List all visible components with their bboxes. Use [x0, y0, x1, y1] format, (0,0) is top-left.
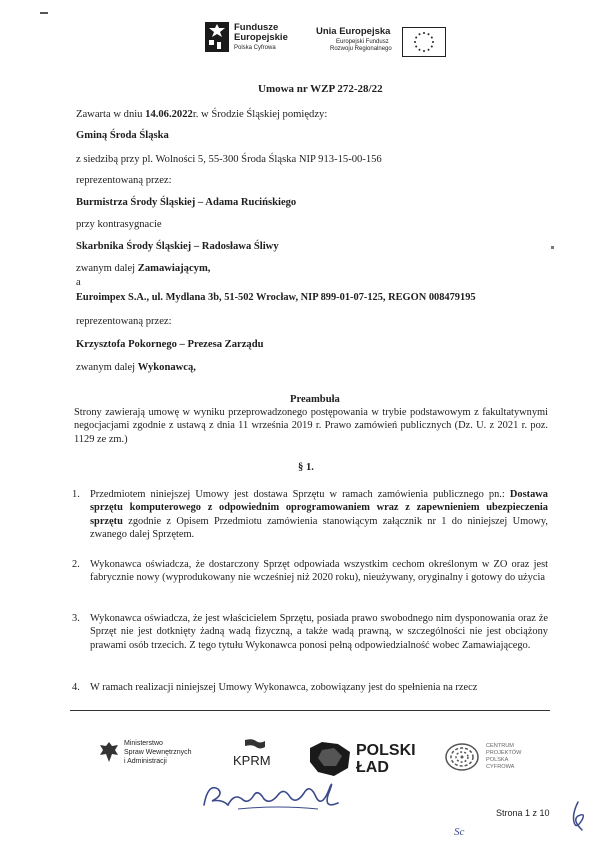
contract-title: Umowa nr WZP 272-28/22 — [258, 83, 383, 95]
handwritten-mark — [568, 800, 590, 834]
party2-called — [76, 361, 196, 374]
item-1-bold: Dostawa sprzętu komputerowego z odpowiednim oprogramowaniem wraz z zapewnieniem ubezpieczenia sprzętu — [90, 489, 548, 527]
intro-line — [76, 108, 327, 121]
ministry-line3: i Administracji — [124, 758, 167, 765]
item-3-text: Wykonawca oświadcza, że jest właścicielem Sprzętu, posiada prawo swobodnego nim dysponowania oraz że Sprzęt nie jest dotknięty żadną wadą fizyczną, a także wadą prawną, w szczególności nie jest obciążony prawami osób trzecich. Z tego tytułu Wykonawca ponosi pełną odpowiedzialność wobec Zamawiającego. — [90, 613, 548, 651]
page-number: Strona 1 z 10 — [496, 808, 550, 818]
centrum-line1: CENTRUM — [486, 743, 514, 749]
and-word: a — [76, 277, 81, 288]
party1-address: z siedzibą przy pl. Wolności 5, 55-300 Środa Śląska NIP 913-15-00-156 — [76, 154, 382, 165]
kprm-flag-icon — [244, 738, 266, 750]
item-1-number: 1. — [72, 489, 80, 500]
centrum-line3: POLSKA — [486, 757, 509, 763]
item-1-text — [90, 488, 548, 542]
item-1-before: Przedmiotem niniejszej Umowy jest dostawa Sprzętu w ramach zamówienia publicznego pn.: — [90, 489, 510, 500]
polski-label: POLSKI — [356, 742, 416, 759]
party1-represented: reprezentowaną przez: — [76, 175, 172, 186]
header-logos — [0, 0, 600, 75]
fundusze-europejskie-logo — [205, 22, 229, 52]
party2-called-name: Wykonawcą, — [137, 362, 196, 373]
party2-represented: reprezentowaną przez: — [76, 316, 172, 327]
lad-label: ŁAD — [356, 759, 389, 776]
ministry-line2: Spraw Wewnętrznych — [124, 749, 192, 756]
party2-called-prefix: zwanym dalej — [76, 362, 138, 373]
preamble-text: Strony zawierają umowę w wyniku przeprowadzonego postępowania w trybie podstawowym z fakultatywnymi negocjacjami zgodnie z ustawą z dnia 11 września 2019 r. Prawo zamówień publicznych (Dz. U. z 2021 r. poz. 1129 ze zm.) — [74, 407, 548, 445]
party1-rep2: Skarbnika Środy Śląskiej – Radosława Śliwy — [76, 241, 279, 252]
ue-sub1: Europejski Fundusz — [336, 39, 389, 45]
intro-suffix: r. w Środzie Śląskiej pomiędzy: — [192, 109, 328, 120]
item-4-text: W ramach realizacji niniejszej Umowy Wykonawca, zobowiązany jest do spełnienia na rzecz — [90, 682, 478, 693]
party2-name: Euroimpex S.A., ul. Mydlana 3b, 51-502 Wrocław, NIP 899-01-07-125, REGON 008479195 — [76, 292, 476, 303]
party1-rep1: Burmistrza Środy Śląskiej – Adama Rucińskiego — [76, 197, 297, 208]
eu-flag-icon — [402, 27, 446, 57]
fe-line2: Europejskie — [234, 32, 288, 43]
fe-line1: Fundusze — [234, 22, 279, 33]
centrum-line2: PROJEKTÓW — [486, 750, 522, 756]
preamble-title: Preambuła — [290, 394, 340, 405]
item-3-number: 3. — [72, 613, 80, 624]
polski-lad-logo — [308, 742, 352, 776]
footer-divider — [70, 710, 550, 711]
ue-sub2: Rozwoju Regionalnego — [330, 46, 392, 52]
item-2-number: 2. — [72, 559, 80, 570]
party1-counter: przy kontrasygnacie — [76, 219, 162, 230]
intro-date: 14.06.2022 — [145, 109, 193, 120]
kprm-label: KPRM — [233, 753, 271, 768]
handwritten-initials: Sc — [454, 826, 465, 838]
ue-title: Unia Europejska — [316, 26, 391, 37]
ministry-line1: Ministerstwo — [124, 740, 163, 747]
handwritten-signature — [198, 775, 358, 820]
item-1-after: zgodnie z Opisem Przedmiotu zamówienia stanowiącym załącznik nr 1 do niniejszej Umowy, zwanego dalej Sprzętem. — [90, 515, 548, 541]
party1-called-name: Zamawiającym, — [137, 263, 211, 274]
item-2-text: Wykonawca oświadcza, że dostarczony Sprzęt odpowiada wszystkim cechom określonym w ZO oraz jest fabrycznie nowy (wyprodukowany nie wcześniej niż 2020 roku), nieużywany, oryginalny i gotowy do użycia — [90, 559, 548, 584]
intro-prefix: Zawarta w dniu — [76, 109, 146, 120]
fe-sub: Polska Cyfrowa — [234, 45, 276, 51]
party1-called — [76, 262, 210, 275]
party1-name: Gminą Środa Śląska — [76, 130, 169, 141]
party2-rep: Krzysztofa Pokornego – Prezesa Zarządu — [76, 339, 264, 350]
scan-mark-right — [551, 246, 554, 249]
party1-called-prefix: zwanym dalej — [76, 263, 138, 274]
centrum-line4: CYFROWA — [486, 764, 515, 770]
item-4-number: 4. — [72, 682, 80, 693]
eagle-emblem-icon — [98, 740, 120, 764]
centrum-maze-logo — [445, 743, 479, 771]
section-heading: § 1. — [298, 462, 314, 473]
scan-mark-top — [40, 12, 48, 14]
